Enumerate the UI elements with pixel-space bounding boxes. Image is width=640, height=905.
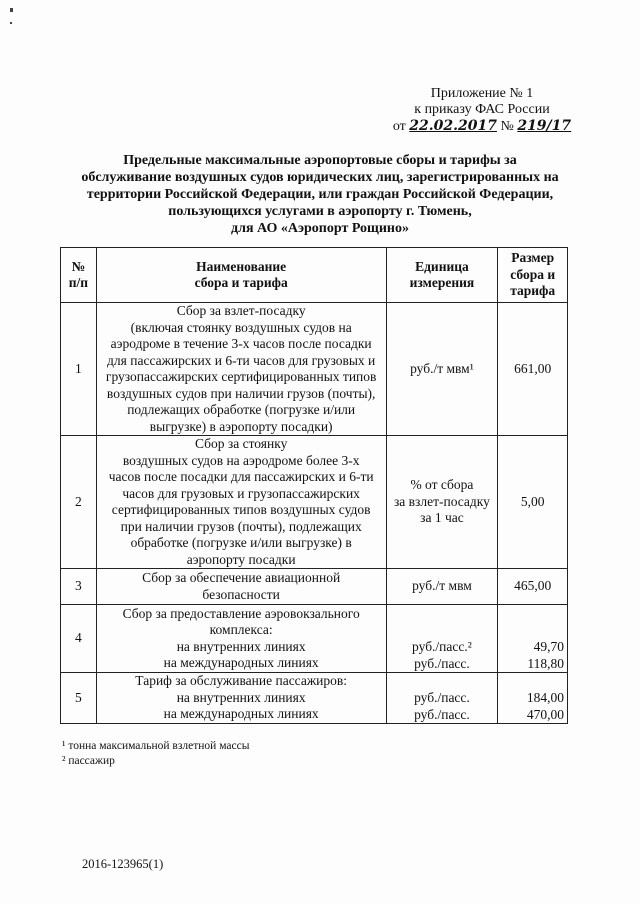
- name-line: обработке (погрузке и/или выгрузке) в: [130, 535, 352, 550]
- footnotes: [62, 739, 249, 769]
- name-line: Сбор за обеспечение авиационной: [142, 570, 341, 585]
- table-row: [61, 569, 568, 605]
- name-line: воздушных судов на аэродроме более 3-х: [122, 452, 360, 468]
- title-line: обслуживание воздушных судов юридических лиц, зарегистрированных на: [81, 170, 559, 185]
- row-unit: [386, 303, 498, 436]
- size-line: 184,00: [526, 690, 564, 705]
- name-line: часов после посадки для пассажирских и 6-ти: [108, 469, 374, 484]
- name-line: безопасности: [202, 586, 280, 602]
- scan-mark: [10, 8, 13, 12]
- table-row: [61, 436, 568, 569]
- row-size: [498, 569, 568, 605]
- table-row: [61, 673, 568, 724]
- row-num: 1: [61, 303, 97, 436]
- unit-line: руб./пасс.: [414, 655, 470, 671]
- row-name: [96, 569, 386, 605]
- row-unit: [386, 436, 498, 569]
- table-row: [61, 605, 568, 673]
- size-line: 470,00: [526, 706, 564, 722]
- annex-order: к приказу ФАС России: [414, 102, 550, 117]
- unit-line: руб./т мвм: [412, 578, 472, 594]
- document-title: [60, 152, 580, 237]
- size-line: 5,00: [520, 493, 545, 509]
- annex-title: Приложение № 1: [430, 86, 534, 101]
- header-text: измерения: [409, 275, 475, 290]
- number-prefix: №: [500, 119, 514, 134]
- annex-header: [392, 86, 572, 135]
- name-line: (включая стоянку воздушных судов на: [130, 319, 352, 335]
- footnote: ¹ тонна максимальной взлетной массы: [62, 740, 250, 752]
- table-row: [61, 303, 568, 436]
- annex-date-line: [392, 118, 572, 135]
- name-line: часов для грузовых и грузопассажирских: [122, 485, 360, 501]
- row-unit: [386, 605, 498, 673]
- row-unit: [386, 673, 498, 724]
- title-line: пользующихся услугами в аэропорту г. Тюмень,: [168, 204, 472, 219]
- header-text: Наименование: [196, 258, 287, 274]
- name-line: для пассажирских и 6-ти часов для грузовых и: [107, 352, 376, 368]
- name-line: Сбор за взлет-посадку: [176, 303, 306, 318]
- size-line: 465,00: [514, 578, 552, 594]
- header-text: Размер: [511, 250, 555, 266]
- name-line: воздушных судов при наличии грузов (почты),: [106, 385, 376, 401]
- row-unit: [386, 569, 498, 605]
- title-line: территории Российской Федерации, или граждан Российской Федерации,: [86, 187, 554, 202]
- header-text: п/п: [68, 275, 89, 290]
- tariffs-table: [60, 247, 568, 724]
- name-line: сертифицированных типов воздушных судов: [111, 502, 371, 517]
- name-line: подлежащих обработке (погрузке и/или: [127, 402, 356, 417]
- header-num: [61, 248, 97, 303]
- handwritten-date: 22.02.2017: [409, 118, 497, 134]
- row-name: [96, 436, 386, 569]
- row-name: [96, 303, 386, 436]
- name-line: на внутренних линиях: [176, 689, 306, 705]
- unit-line: руб./пасс.: [414, 690, 470, 705]
- scan-mark: [10, 22, 12, 24]
- unit-line: руб./т мвм¹: [410, 360, 474, 376]
- header-text: Единица: [415, 258, 469, 274]
- header-text: тарифа: [510, 283, 556, 299]
- header-text: №: [71, 258, 86, 274]
- title-line: для АО «Аэропорт Рощино»: [231, 221, 409, 236]
- document-number: 2016-123965(1): [82, 857, 164, 871]
- row-name: [96, 673, 386, 724]
- table-header-row: [61, 248, 568, 303]
- name-line: при наличии грузов (почты), подлежащих: [120, 518, 362, 534]
- header-text: сбора и: [510, 266, 556, 282]
- row-num: 4: [61, 605, 97, 673]
- title-line: Предельные максимальные аэропортовые сборы и тарифы за: [123, 153, 517, 168]
- row-size: [498, 303, 568, 436]
- header-size: [498, 248, 568, 303]
- header-name: [96, 248, 386, 303]
- unit-line: руб./пасс.: [414, 706, 470, 722]
- size-line: 661,00: [514, 360, 552, 376]
- row-size: [498, 436, 568, 569]
- unit-line: за взлет-посадку: [393, 493, 490, 509]
- name-line: Сбор за стоянку: [194, 436, 288, 451]
- row-num: 3: [61, 569, 97, 605]
- unit-line: руб./пасс.²: [412, 639, 472, 654]
- name-line: Сбор за предоставление аэровокзального: [122, 605, 360, 621]
- footnote: ² пассажир: [62, 755, 115, 767]
- row-size: [498, 673, 568, 724]
- handwritten-number: 219/17: [517, 118, 572, 134]
- name-line: выгрузке) в аэропорту посадки): [149, 418, 333, 434]
- row-size: [498, 605, 568, 673]
- row-num: 2: [61, 436, 97, 569]
- name-line: на внутренних линиях: [176, 638, 306, 654]
- name-line: аэропорту посадки: [186, 551, 296, 567]
- name-line: на международных линиях: [163, 655, 319, 670]
- row-name: [96, 605, 386, 673]
- size-line: 118,80: [527, 655, 564, 671]
- unit-line: % от сбора: [410, 477, 474, 493]
- name-line: комплекса:: [209, 622, 273, 637]
- name-line: аэродроме в течение 3-х часов после посадки: [110, 336, 372, 351]
- size-line: 49,70: [533, 639, 564, 654]
- date-prefix: от: [392, 119, 406, 134]
- name-line: Тариф за обслуживание пассажиров:: [135, 673, 348, 689]
- name-line: грузопассажирских сертифицированных типов: [105, 369, 377, 384]
- row-num: 5: [61, 673, 97, 724]
- unit-line: за 1 час: [420, 510, 464, 526]
- header-text: сбора и тарифа: [194, 275, 288, 290]
- header-unit: [386, 248, 498, 303]
- name-line: на международных линиях: [163, 706, 319, 722]
